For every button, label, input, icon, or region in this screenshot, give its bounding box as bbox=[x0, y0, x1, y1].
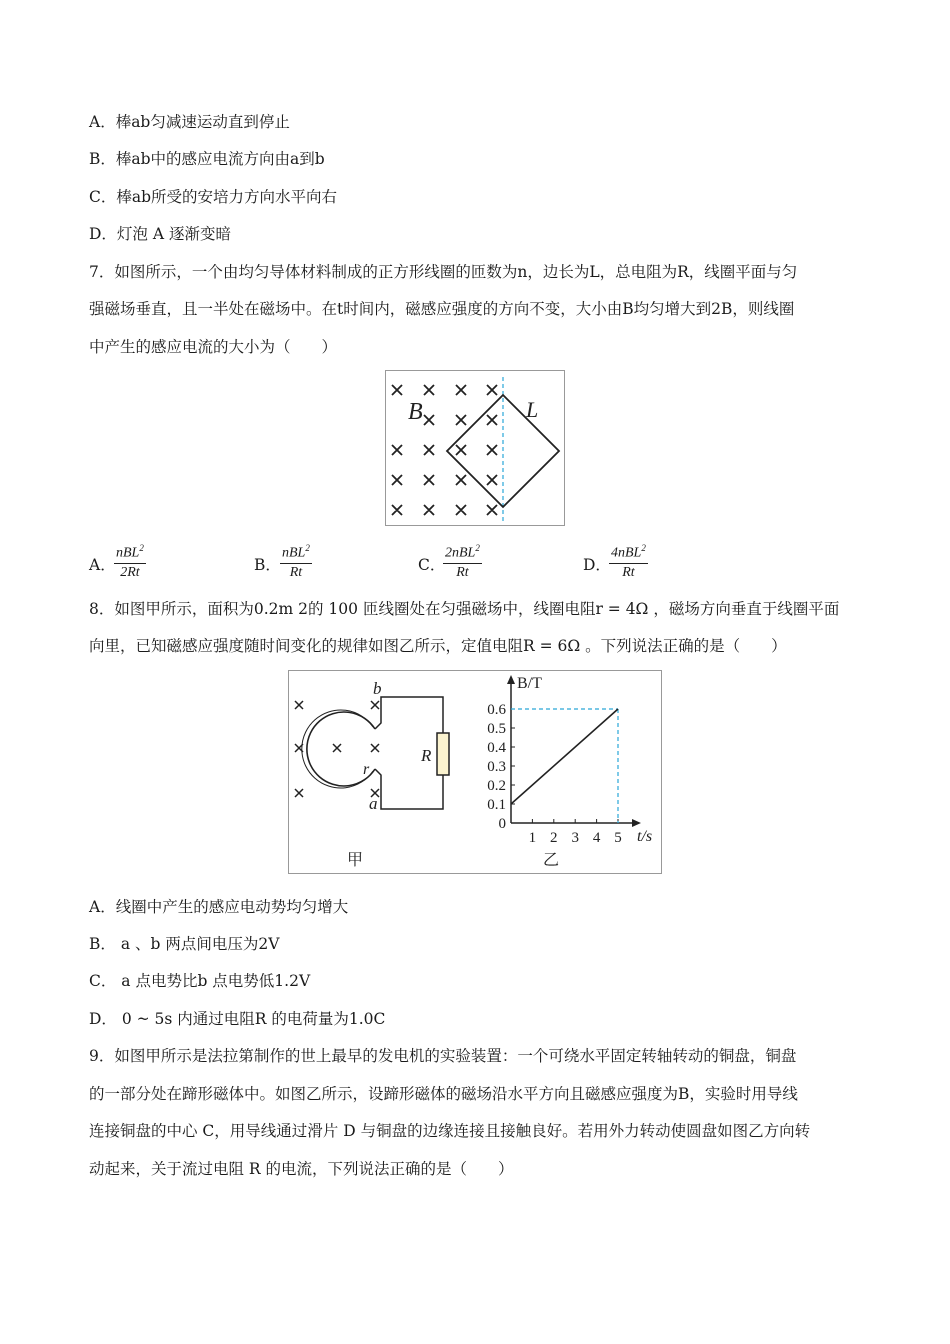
q7-stem-line2: 强磁场垂直，且一半处在磁场中。在t时间内，磁感应强度的方向不变，大小由B均匀增大到2B，则线圈 bbox=[89, 300, 795, 318]
x-tick-label: 1 bbox=[528, 830, 537, 846]
q8-option-d: D． 0 ~ 5s 内通过电阻R 的电荷量为1.0C bbox=[89, 1010, 386, 1028]
x-tick-label: 2 bbox=[550, 830, 558, 846]
q9-stem-line1: 9．如图甲所示是法拉第制作的世上最早的发电机的实验装置：一个可绕水平固定转轴转动的铜盘，铜盘 bbox=[89, 1047, 797, 1065]
y-tick-label: 0.5 bbox=[487, 721, 506, 737]
y-tick-label: 0.2 bbox=[487, 778, 506, 794]
q7-option-a-fraction: nBL$^2$ 2Rt bbox=[116, 543, 144, 580]
q8-option-a: A．线圈中产生的感应电动势均匀增大 bbox=[89, 898, 349, 916]
q8-point-b-label: b bbox=[373, 679, 382, 698]
q8-point-a-label: a bbox=[369, 794, 378, 813]
q8-figure-svg bbox=[289, 671, 661, 873]
q8-coil-r-label: r bbox=[363, 761, 370, 778]
q7-option-d-fraction: 4nBL$^2$ Rt bbox=[611, 543, 646, 580]
q7-stem-line3: 中产生的感应电流的大小为（ ） bbox=[89, 338, 338, 356]
x-tick-label: 3 bbox=[571, 830, 579, 846]
y-tick-label: 0.1 bbox=[487, 797, 506, 813]
y-tick-label: 0 bbox=[498, 816, 506, 832]
q9-stem-line4: 动起来，关于流过电阻 R 的电流，下列说法正确的是（ ） bbox=[89, 1160, 514, 1178]
x-axis-label: t/s bbox=[637, 828, 653, 845]
q8-stem-line2: 向里，已知磁感应强度随时间变化的规律如图乙所示，定值电阻R = 6Ω 。下列说法正确的是（ ） bbox=[89, 637, 787, 655]
q8-right-caption: 乙 bbox=[543, 852, 560, 869]
q6-option-a: A．棒ab匀减速运动直到停止 bbox=[89, 113, 290, 131]
q8-option-b: B． a 、b 两点间电压为2V bbox=[89, 935, 280, 953]
q8-stem-line1: 8．如图甲所示，面积为0.2m 2的 100 匝线圈处在匀强磁场中，线圈电阻r = 4Ω ，磁场方向垂直于线圈平面 bbox=[89, 600, 840, 618]
q7-option-b-fraction: nBL$^2$ Rt bbox=[282, 543, 310, 580]
q9-stem-line2: 的一部分处在蹄形磁体中。如图乙所示，设蹄形磁体的磁场沿水平方向且磁感应强度为B，实验时用导线 bbox=[89, 1085, 798, 1103]
y-tick-label: 0.3 bbox=[487, 759, 506, 775]
x-axis-arrow bbox=[632, 819, 641, 827]
q8-option-c: C． a 点电势比b 点电势低1.2V bbox=[89, 972, 311, 990]
q8-wire-top bbox=[375, 697, 443, 733]
y-axis-label: B/T bbox=[517, 675, 542, 692]
q8-resistor bbox=[437, 733, 449, 775]
q7-option-c-fraction: 2nBL$^2$ Rt bbox=[445, 543, 480, 580]
b-t-series-line bbox=[511, 709, 618, 804]
x-tick-label: 4 bbox=[592, 830, 601, 846]
y-axis-arrow bbox=[507, 675, 515, 684]
q8-resistor-label: R bbox=[421, 746, 432, 765]
q7-option-c-label: C． bbox=[418, 556, 446, 574]
q7-figure bbox=[385, 370, 565, 526]
data-layer bbox=[511, 709, 618, 823]
q7-stem-line1: 7．如图所示，一个由均匀导体材料制成的正方形线圈的匝数为n，边长为L，总电阻为R，线圈平面与匀 bbox=[89, 263, 798, 281]
y-tick-label: 0.6 bbox=[487, 702, 506, 718]
q7-option-d-label: D． bbox=[583, 556, 611, 574]
q6-option-d: D．灯泡 A 逐渐变暗 bbox=[89, 225, 231, 243]
q8-graph bbox=[487, 675, 652, 846]
q8-figure bbox=[288, 670, 662, 874]
y-tick-label: 0.4 bbox=[487, 740, 506, 756]
q7-option-b-label: B． bbox=[254, 556, 281, 574]
q7-figure-svg bbox=[386, 371, 564, 525]
q8-wire-bottom bbox=[375, 769, 443, 809]
field-label-b: B bbox=[408, 399, 423, 425]
q7-option-a-label: A． bbox=[89, 556, 116, 574]
x-tick-label: 5 bbox=[614, 830, 622, 846]
q6-option-c: C．棒ab所受的安培力方向水平向右 bbox=[89, 188, 338, 206]
q6-option-b: B．棒ab中的感应电流方向由a到b bbox=[89, 150, 325, 168]
q8-left-caption: 甲 bbox=[347, 852, 364, 869]
side-label-l: L bbox=[526, 397, 539, 422]
q9-stem-line3: 连接铜盘的中心 C，用导线通过滑片 D 与铜盘的边缘连接且接触良好。若用外力转动使圆盘如图乙方向转 bbox=[89, 1122, 811, 1140]
